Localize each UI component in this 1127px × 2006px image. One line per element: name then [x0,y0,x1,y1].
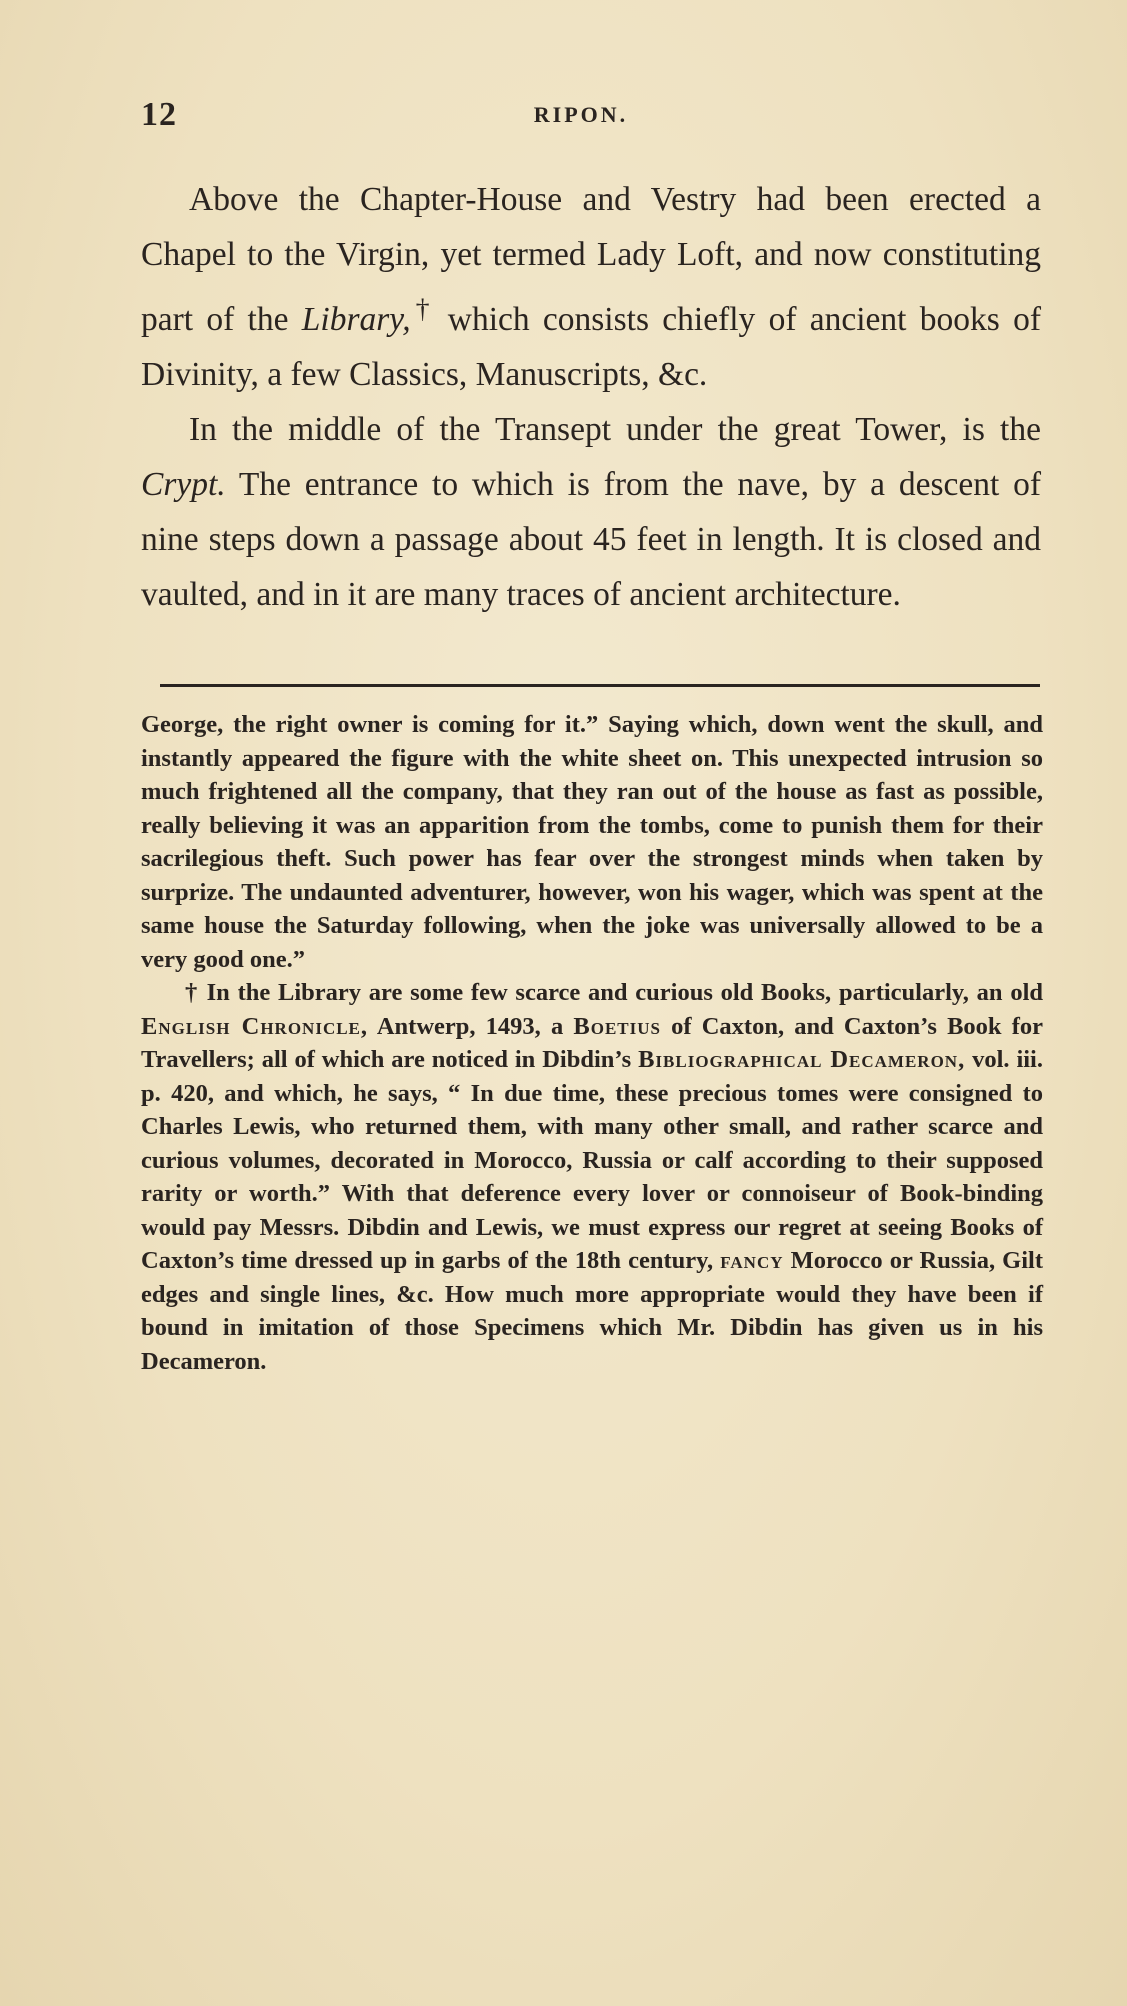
page-number: 12 [141,96,177,133]
footnote-continued: George, the right owner is coming for it.” Saying which, down went the skull, and instantly appeared the figure with the white sheet on. This unexpected intrusion so much frightened all the company, that they ran out of the house as fast as possible, really believing it was an apparition from the tombs, come to punish them for their sacrilegious theft. Such power has fear over the strongest minds when taken by surprize. The undaunted adventurer, however, won his wager, which was spent at the same house the Saturday following, when the joke was universally allowed to be a very good one.” [141,711,1043,973]
crypt-italic: Crypt. [141,466,226,504]
running-head: RIPON. [533,102,629,127]
page-header [141,96,1021,146]
main-text [141,172,1041,622]
paragraph-lady-loft: Above the Chapter-House and Vestry had been erected a Chapel to the Virgin, yet termed Lady Loft, and now constituting part of the Library,† which consists chiefly of ancient books of Divinity, a few Classics, Manuscripts, &c. [141,181,1041,394]
footnote-rule [160,684,1040,687]
footnote-library: † In the Library are some few scarce and curious old Books, particularly, an old English Chronicle, Antwerp, 1493, a Boetius of Caxton, and Caxton’s Book for Travellers; all of which are noticed in Dibdin’s Bibliographical Decameron, vol. iii. p. 420, and which, he says, “ In due time, these precious tomes were consigned to Charles Lewis, who returned them, with many other small, and rather scarce and curious volumes, decorated in Morocco, Russia or calf according to their supposed rarity or worth.” With that deference every lover or connoiseur of Book-binding would pay Messrs. Dibdin and Lewis, we must express our regret at seeing Books of Caxton’s time dressed up in garbs of the 18th century, fancy Morocco or Russia, Gilt edges and single lines, &c. How much more appropriate would they have been if bound in imitation of those Specimens which Mr. Dibdin has given us in his Decameron. [141,979,1044,1375]
footnotes [141,708,1043,1378]
dagger-mark: † [410,294,435,325]
paragraph-crypt: In the middle of the Transept under the great Tower, is the Crypt. The entrance to which is from the nave, by a descent of nine steps down a passage about 45 feet in length. It is closed and vaulted, and in it are many traces of ancient architecture. [141,411,1041,614]
library-italic: Library, [301,301,411,339]
